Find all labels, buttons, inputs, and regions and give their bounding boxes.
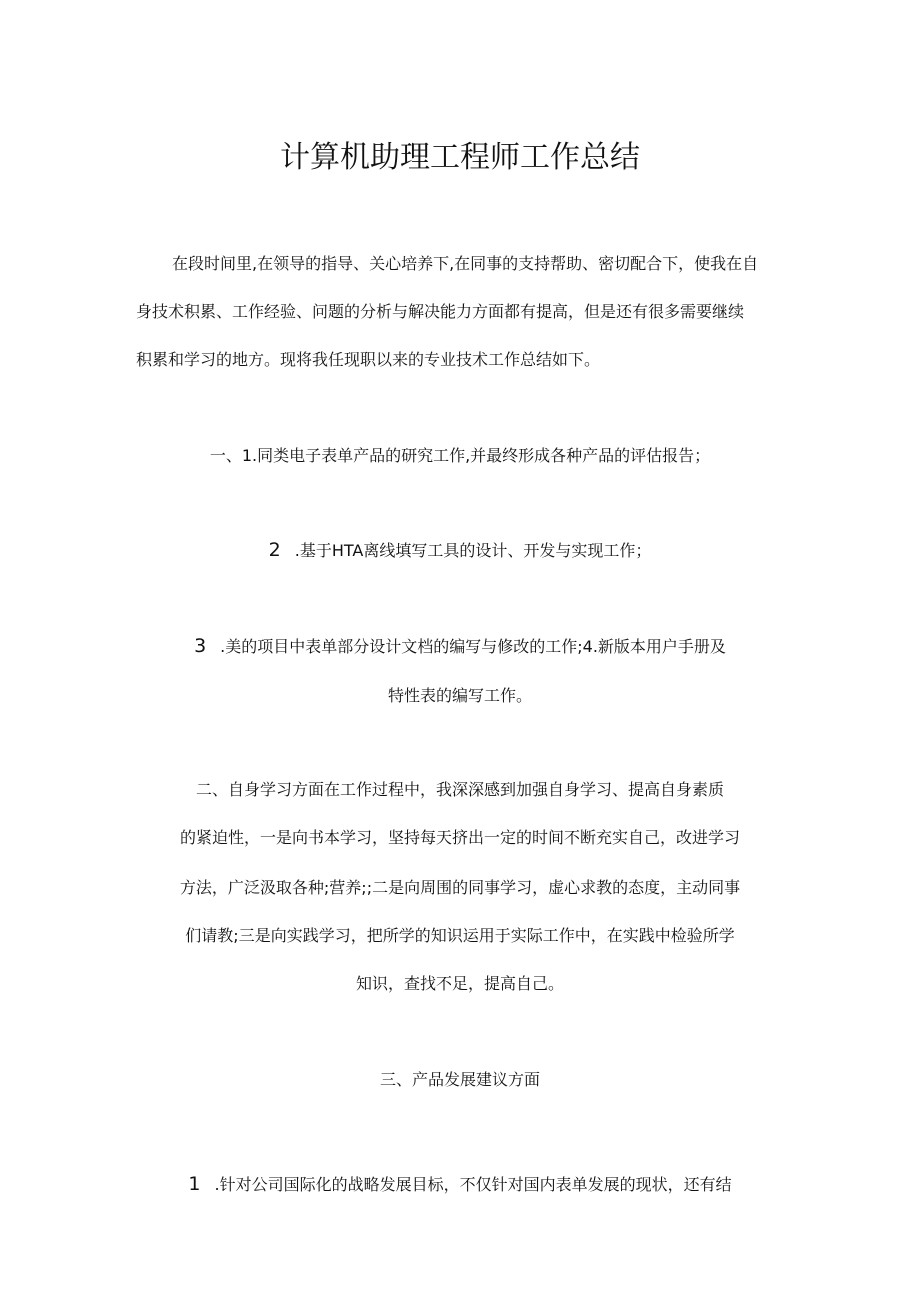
section1-item3-number: 3 xyxy=(194,635,207,657)
section3-heading: 三、产品发展建议方面 xyxy=(379,1070,540,1089)
intro-line-1: 在段时间里,在领导的指导、关心培养下,在同事的支持帮助、密切配合下，使我在自 xyxy=(172,254,759,273)
section1-item2 xyxy=(0,538,920,563)
section1-item3-continued: 特性表的编写工作。 xyxy=(387,686,532,705)
section3-item1-number: 1 xyxy=(188,1173,201,1195)
section2-line-3: 方法，广泛汲取各种;营养;;二是向周围的同事学习，虚心求教的态度，主动同事 xyxy=(179,878,741,897)
section2-line-4: 们请教;三是向实践学习，把所学的知识运用于实际工作中，在实践中检验所学 xyxy=(185,926,735,945)
document-title: 计算机助理工程师工作总结 xyxy=(280,140,640,175)
section1-item2-number: 2 xyxy=(268,539,281,561)
section1-item3-text: .美的项目中表单部分设计文档的编写与修改的工作;4.新版本用户手册及 xyxy=(220,637,726,656)
section2-line-1: 二、自身学习方面在工作过程中，我深深感到加强自身学习、提高自身素质 xyxy=(195,780,724,799)
intro-line-2: 身技术积累、工作经验、问题的分析与解决能力方面都有提高，但是还有很多需要继续 xyxy=(136,302,745,321)
section2-line-5: 知识，查找不足，提高自己。 xyxy=(355,974,564,993)
section1-item2-text: .基于HTA离线填写工具的设计、开发与实现工作； xyxy=(294,541,652,560)
section2-line-2: 的紧迫性，一是向书本学习，坚持每天挤出一定的时间不断充实自己，改进学习 xyxy=(179,828,740,847)
intro-line-3: 积累和学习的地方。现将我任现职以来的专业技术工作总结如下。 xyxy=(136,350,601,369)
section3-item1-text: .针对公司国际化的战略发展目标，不仅针对国内表单发展的现状，还有结 xyxy=(214,1175,732,1194)
section1-item3 xyxy=(0,634,920,659)
section1-item1: 一、1.同类电子表单产品的研究工作,并最终形成各种产品的评估报告； xyxy=(209,446,711,465)
section3-item1 xyxy=(0,1172,920,1197)
